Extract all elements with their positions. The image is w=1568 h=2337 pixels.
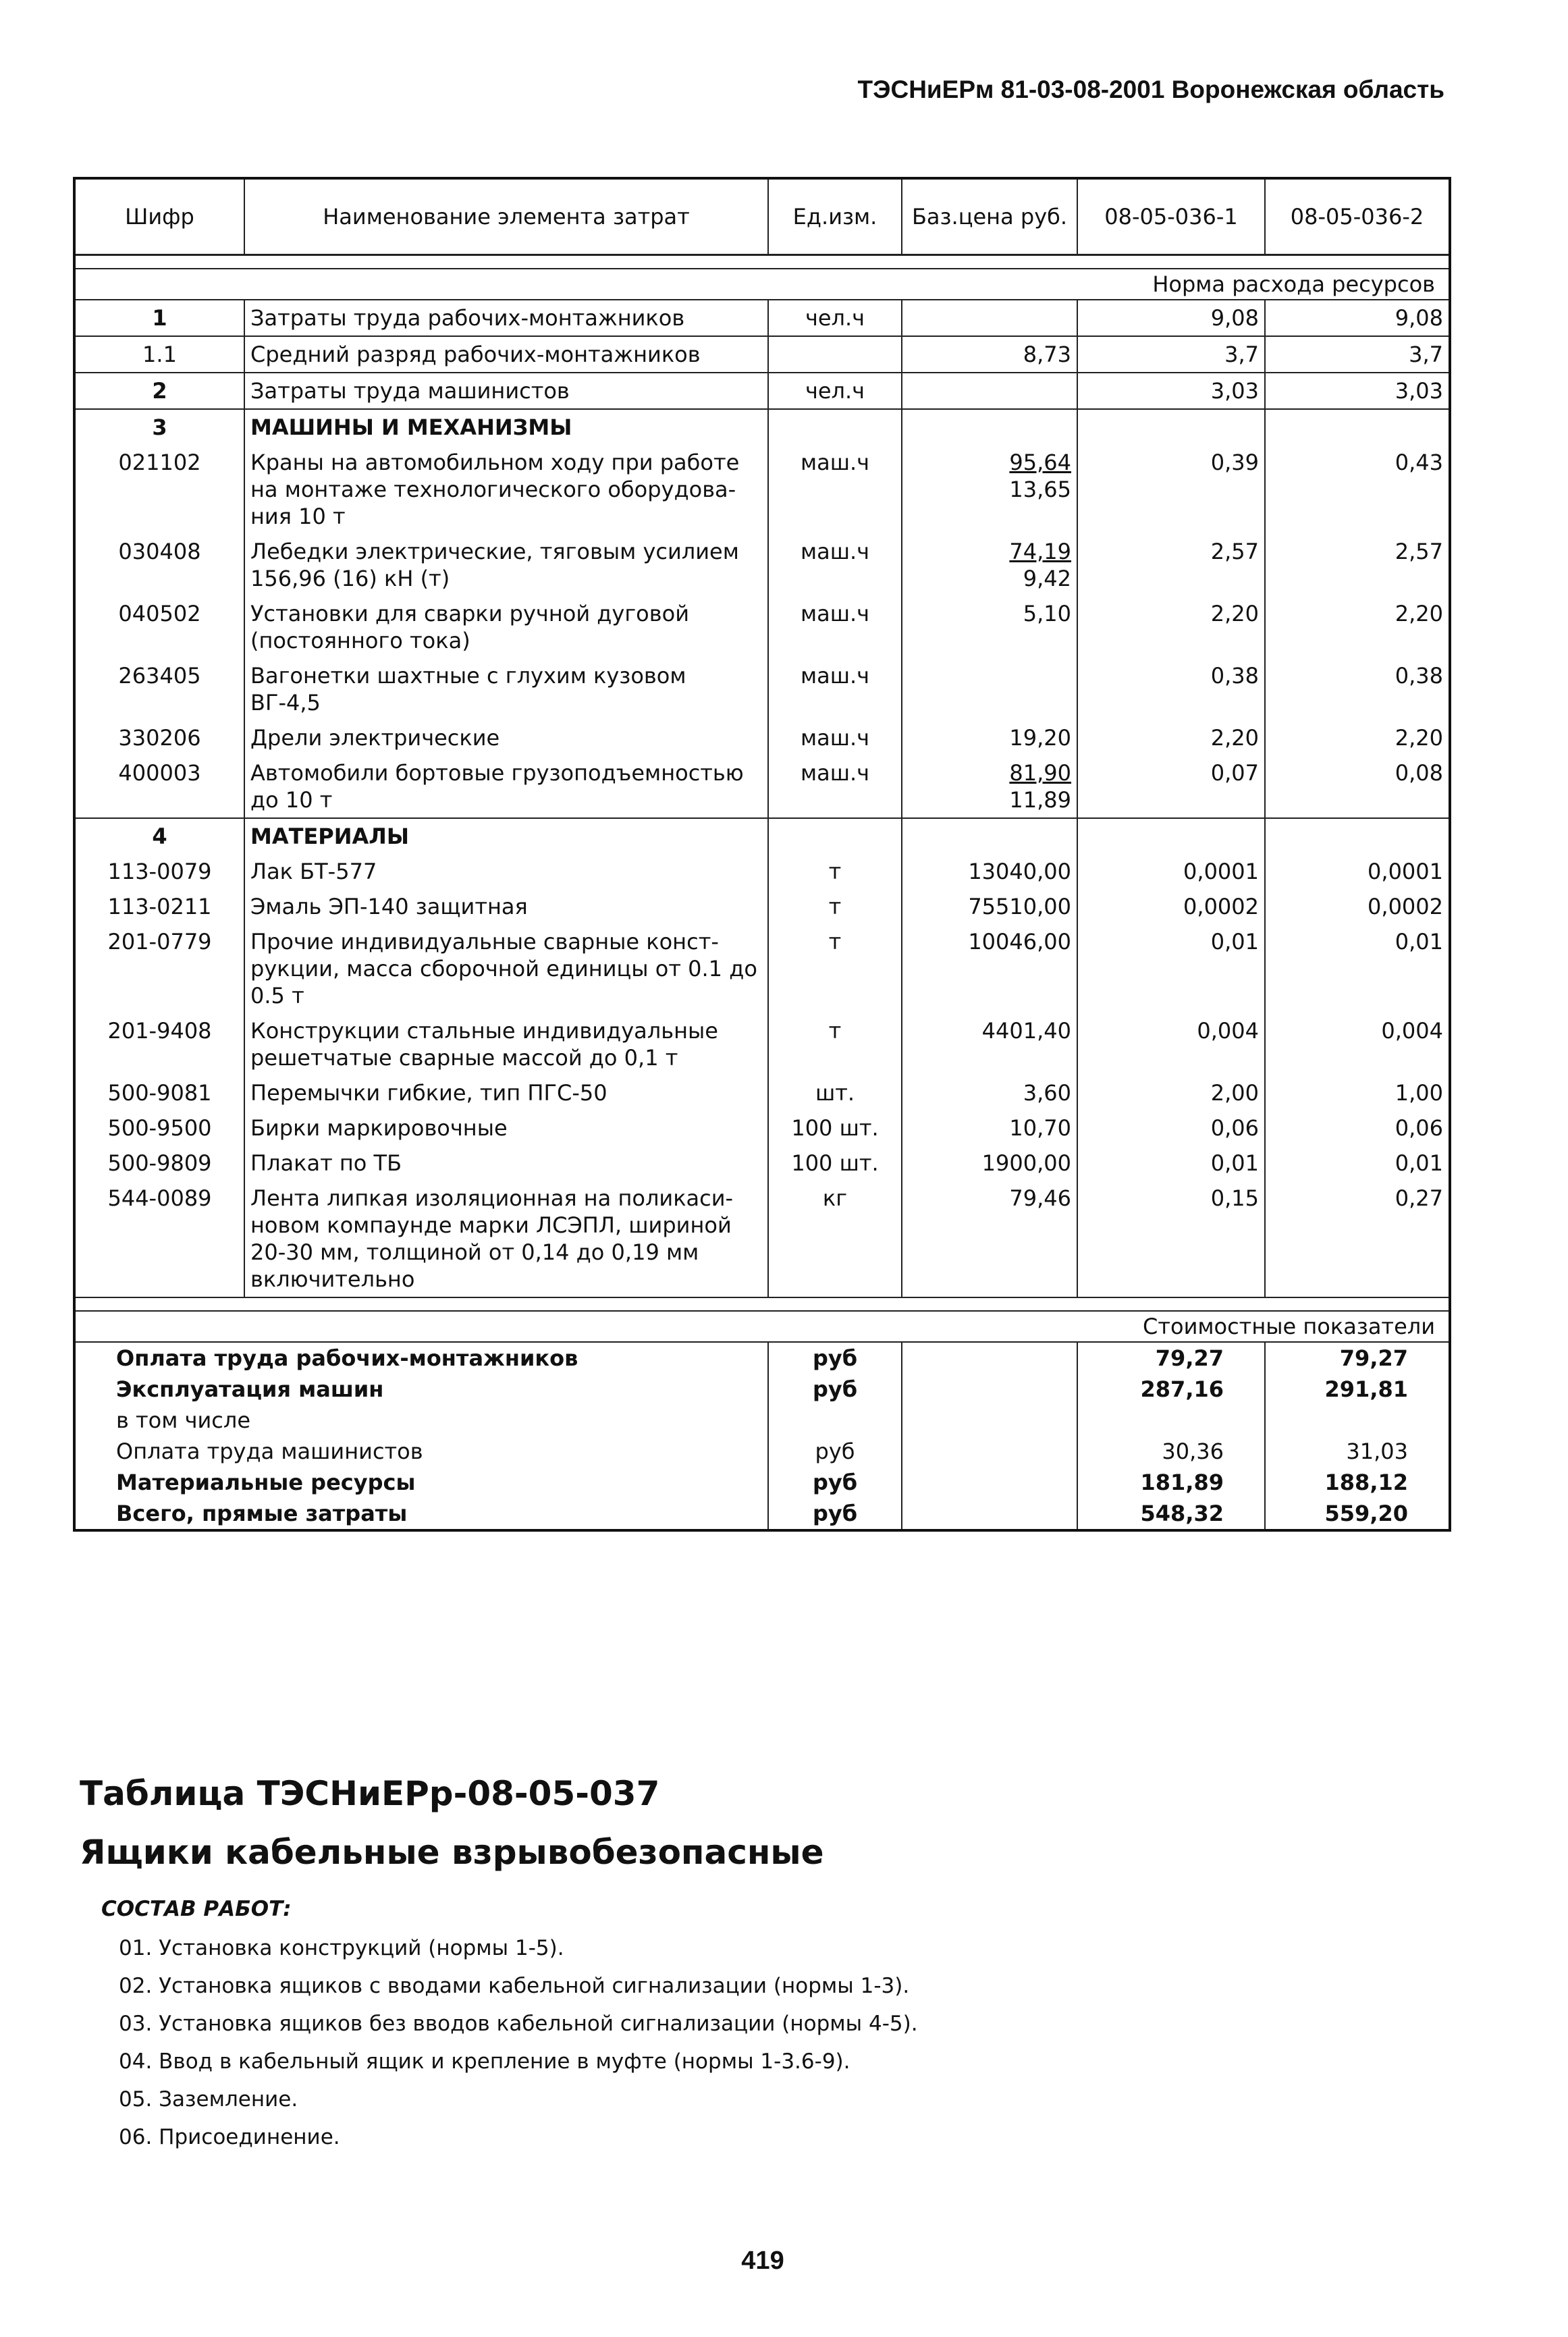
cost-value-2: 188,12: [1265, 1467, 1450, 1498]
cost-value-2: 559,20: [1265, 1498, 1450, 1530]
row-norm-2: 3,03: [1265, 373, 1450, 409]
row-norm-1: 0,01: [1077, 924, 1265, 1013]
cost-unit: руб: [768, 1374, 902, 1405]
row-unit: кг: [768, 1181, 902, 1297]
row-code: 201-0779: [74, 924, 244, 1013]
row-base-price: [902, 409, 1077, 445]
cost-value-1: 30,36: [1077, 1436, 1265, 1467]
row-unit: т: [768, 854, 902, 889]
row-base-price: [902, 1181, 1077, 1297]
cost-name: Всего, прямые затраты: [116, 1501, 408, 1526]
cost-value-2: 31,03: [1265, 1436, 1450, 1467]
base-price-value: 81,90: [1009, 760, 1071, 786]
row-name: Плакат по ТБ: [244, 1146, 768, 1181]
row-norm-1: 0,07: [1077, 755, 1265, 818]
cost-name: в том числе: [116, 1407, 250, 1433]
cost-unit: руб: [768, 1467, 902, 1498]
base-price-value: 5,10: [1023, 601, 1071, 626]
cost-row: [74, 1374, 1450, 1405]
section-row: [74, 818, 1450, 854]
machinist-wage-value: 9,42: [1023, 566, 1071, 591]
row-name: Краны на автомобильном ходу при работе на монтаже технологического оборудова-ния 10 т: [244, 445, 768, 534]
cost-name: Материальные ресурсы: [116, 1470, 416, 1495]
row-name: Затраты труда машинистов: [244, 373, 768, 409]
works-list-item: 02. Установка ящиков с вводами кабельной сигнализации (нормы 1-3).: [119, 1974, 910, 1998]
row-name: Автомобили бортовые грузоподъемностью до 10 т: [244, 755, 768, 818]
row-norm-2: 2,20: [1265, 596, 1450, 658]
cost-row: [74, 1498, 1450, 1530]
machinist-wage-value: 13,65: [1009, 477, 1071, 502]
row-code: 201-9408: [74, 1013, 244, 1075]
row-unit: чел.ч: [768, 373, 902, 409]
row-norm-2: 0,01: [1265, 1146, 1450, 1181]
table-row: [74, 1181, 1450, 1297]
row-base-price: [902, 445, 1077, 534]
column-header-unit: Ед.изм.: [768, 178, 902, 255]
row-base-price: [902, 1110, 1077, 1146]
row-norm-2: 0,004: [1265, 1013, 1450, 1075]
cost-value-1: [1077, 1405, 1265, 1436]
cost-unit: руб: [768, 1436, 902, 1467]
row-unit: [768, 336, 902, 373]
row-code: 1.1: [74, 336, 244, 373]
works-list: [119, 1929, 918, 2156]
running-header: ТЭСНиЕРм 81-03-08-2001 Воронежская область: [857, 76, 1444, 103]
works-list-item: 01. Установка конструкций (нормы 1-5).: [119, 1936, 564, 1960]
row-norm-1: 0,15: [1077, 1181, 1265, 1297]
column-header-base-price: Баз.цена руб.: [902, 178, 1077, 255]
row-name: Дрели электрические: [244, 720, 768, 755]
row-norm-1: 0,0002: [1077, 889, 1265, 924]
table-row: [74, 1075, 1450, 1110]
row-code: 500-9500: [74, 1110, 244, 1146]
row-name: Лак БТ-577: [244, 854, 768, 889]
row-unit: маш.ч: [768, 720, 902, 755]
row-base-price: [902, 818, 1077, 854]
row-unit: [768, 818, 902, 854]
row-norm-1: 9,08: [1077, 300, 1265, 336]
row-norm-2: 2,20: [1265, 720, 1450, 755]
norm-band-label: Норма расхода ресурсов: [74, 269, 1450, 300]
row-norm-2: 1,00: [1265, 1075, 1450, 1110]
row-norm-1: 0,39: [1077, 445, 1265, 534]
cost-empty: [902, 1374, 1077, 1405]
row-unit: т: [768, 924, 902, 1013]
cost-empty: [902, 1342, 1077, 1374]
row-name: МАТЕРИАЛЫ: [244, 818, 768, 854]
row-code: 1: [74, 300, 244, 336]
row-norm-1: 0,01: [1077, 1146, 1265, 1181]
row-unit: маш.ч: [768, 534, 902, 596]
row-norm-1: 2,00: [1077, 1075, 1265, 1110]
cost-value-1: 287,16: [1077, 1374, 1265, 1405]
row-norm-1: 2,57: [1077, 534, 1265, 596]
row-norm-1: [1077, 409, 1265, 445]
norm-band-row: [74, 269, 1450, 300]
cost-value-2: [1265, 1405, 1450, 1436]
base-price-value: 4401,40: [981, 1018, 1071, 1044]
table-row: [74, 1013, 1450, 1075]
page-number: 419: [741, 2247, 784, 2275]
column-header-name: Наименование элемента затрат: [244, 178, 768, 255]
spacer-row: [74, 255, 1450, 269]
row-name: Прочие индивидуальные сварные конст-рукции, масса сборочной единицы от 0.1 до 0.5 т: [244, 924, 768, 1013]
table-row: [74, 300, 1450, 336]
row-code: 040502: [74, 596, 244, 658]
row-code: 400003: [74, 755, 244, 818]
row-name: Эмаль ЭП-140 защитная: [244, 889, 768, 924]
next-table-title: Таблица ТЭСНиЕРр-08-05-037: [80, 1774, 660, 1813]
base-price-value: 10046,00: [968, 929, 1071, 955]
works-list-item: 04. Ввод в кабельный ящик и крепление в муфте (нормы 1-3.6-9).: [119, 2049, 850, 2074]
base-price-value: 95,64: [1009, 450, 1071, 475]
row-code: 113-0211: [74, 889, 244, 924]
row-base-price: [902, 720, 1077, 755]
row-code: 500-9081: [74, 1075, 244, 1110]
cost-band-row: [74, 1311, 1450, 1342]
row-name: Лента липкая изоляционная на поликаси-новом компаунде марки ЛСЭПЛ, шириной 20-30 мм, толщиной от 0,14 до 0,19 мм включительно: [244, 1181, 768, 1297]
row-base-price: [902, 300, 1077, 336]
row-name: Конструкции стальные индивидуальные решетчатые сварные массой до 0,1 т: [244, 1013, 768, 1075]
row-norm-2: 0,38: [1265, 658, 1450, 720]
row-norm-1: 0,004: [1077, 1013, 1265, 1075]
cost-band-label: Стоимостные показатели: [74, 1311, 1450, 1342]
cost-value-1: 548,32: [1077, 1498, 1265, 1530]
cost-unit: [768, 1405, 902, 1436]
row-norm-1: 0,06: [1077, 1110, 1265, 1146]
column-header-norm-2: 08-05-036-2: [1265, 178, 1450, 255]
base-price-value: 19,20: [1009, 725, 1071, 751]
row-norm-1: 3,03: [1077, 373, 1265, 409]
row-code: 263405: [74, 658, 244, 720]
row-norm-1: 3,7: [1077, 336, 1265, 373]
row-code: 3: [74, 409, 244, 445]
row-base-price: [902, 924, 1077, 1013]
row-unit: т: [768, 889, 902, 924]
row-unit: 100 шт.: [768, 1110, 902, 1146]
cost-row: [74, 1342, 1450, 1374]
row-code: 4: [74, 818, 244, 854]
row-base-price: [902, 889, 1077, 924]
row-norm-1: 2,20: [1077, 596, 1265, 658]
base-price-value: 79,46: [1009, 1185, 1071, 1211]
table-row: [74, 1110, 1450, 1146]
row-norm-2: [1265, 409, 1450, 445]
row-base-price: [902, 1075, 1077, 1110]
row-base-price: [902, 658, 1077, 720]
resource-norms-table: [73, 177, 1451, 1532]
row-norm-2: 0,43: [1265, 445, 1450, 534]
cost-empty: [902, 1436, 1077, 1467]
base-price-value: 74,19: [1009, 539, 1071, 564]
cost-row: [74, 1467, 1450, 1498]
row-code: 021102: [74, 445, 244, 534]
row-base-price: [902, 1146, 1077, 1181]
row-base-price: [902, 1013, 1077, 1075]
cost-value-2: 79,27: [1265, 1342, 1450, 1374]
row-unit: т: [768, 1013, 902, 1075]
row-code: 500-9809: [74, 1146, 244, 1181]
row-name: МАШИНЫ И МЕХАНИЗМЫ: [244, 409, 768, 445]
row-norm-1: [1077, 818, 1265, 854]
cost-name: Оплата труда рабочих-монтажников: [74, 1342, 768, 1374]
table-row: [74, 534, 1450, 596]
cost-value-1: 181,89: [1077, 1467, 1265, 1498]
table-row: [74, 658, 1450, 720]
table-row: [74, 336, 1450, 373]
row-norm-2: 3,7: [1265, 336, 1450, 373]
table-header-row: [74, 178, 1450, 255]
row-base-price: [902, 854, 1077, 889]
cost-name: Оплата труда машинистов: [116, 1439, 423, 1464]
row-unit: шт.: [768, 1075, 902, 1110]
works-list-item: 03. Установка ящиков без вводов кабельной сигнализации (нормы 4-5).: [119, 2012, 918, 2036]
row-name: Затраты труда рабочих-монтажников: [244, 300, 768, 336]
cost-row: [74, 1405, 1450, 1436]
row-base-price: [902, 336, 1077, 373]
row-unit: маш.ч: [768, 445, 902, 534]
table-row: [74, 854, 1450, 889]
row-norm-2: 0,0001: [1265, 854, 1450, 889]
section-row: [74, 409, 1450, 445]
row-norm-1: 0,38: [1077, 658, 1265, 720]
column-header-code: Шифр: [74, 178, 244, 255]
cost-value-2: 291,81: [1265, 1374, 1450, 1405]
row-base-price: [902, 755, 1077, 818]
row-name: Установки для сварки ручной дуговой (постоянного тока): [244, 596, 768, 658]
row-norm-2: 9,08: [1265, 300, 1450, 336]
cost-unit: руб: [768, 1498, 902, 1530]
row-norm-1: 0,0001: [1077, 854, 1265, 889]
next-table-subtitle: Ящики кабельные взрывобезопасные: [80, 1833, 824, 1872]
row-norm-2: 0,0002: [1265, 889, 1450, 924]
row-code: 030408: [74, 534, 244, 596]
works-list-item: 05. Заземление.: [119, 2087, 298, 2112]
row-norm-2: 2,57: [1265, 534, 1450, 596]
row-unit: маш.ч: [768, 596, 902, 658]
base-price-value: 10,70: [1009, 1115, 1071, 1141]
row-name: Средний разряд рабочих-монтажников: [244, 336, 768, 373]
base-price-value: 75510,00: [968, 894, 1071, 919]
row-norm-1: 2,20: [1077, 720, 1265, 755]
row-unit: 100 шт.: [768, 1146, 902, 1181]
cost-value-1: 79,27: [1077, 1342, 1265, 1374]
row-base-price: [902, 534, 1077, 596]
cost-empty: [902, 1467, 1077, 1498]
table-row: [74, 889, 1450, 924]
row-unit: маш.ч: [768, 658, 902, 720]
cost-empty: [902, 1405, 1077, 1436]
table-row: [74, 596, 1450, 658]
row-norm-2: 0,01: [1265, 924, 1450, 1013]
base-price-value: 3,60: [1023, 1080, 1071, 1106]
cost-name: Эксплуатация машин: [116, 1376, 384, 1402]
row-code: 2: [74, 373, 244, 409]
row-unit: маш.ч: [768, 755, 902, 818]
row-name: Бирки маркировочные: [244, 1110, 768, 1146]
cost-row: [74, 1436, 1450, 1467]
cost-empty: [902, 1498, 1077, 1530]
row-code: 330206: [74, 720, 244, 755]
base-price-value: 13040,00: [968, 859, 1071, 884]
row-norm-2: 0,27: [1265, 1181, 1450, 1297]
row-unit: чел.ч: [768, 300, 902, 336]
row-unit: [768, 409, 902, 445]
base-price-value: 8,73: [1023, 342, 1071, 367]
table-row: [74, 720, 1450, 755]
row-base-price: [902, 373, 1077, 409]
base-price-value: 1900,00: [981, 1150, 1071, 1176]
row-code: 544-0089: [74, 1181, 244, 1297]
row-name: Лебедки электрические, тяговым усилием 156,96 (16) кН (т): [244, 534, 768, 596]
table-row: [74, 1146, 1450, 1181]
table-row: [74, 755, 1450, 818]
cost-unit: руб: [768, 1342, 902, 1374]
table-row: [74, 373, 1450, 409]
row-name: Вагонетки шахтные с глухим кузовом ВГ-4,5: [244, 658, 768, 720]
spacer-row: [74, 1297, 1450, 1311]
row-norm-2: 0,08: [1265, 755, 1450, 818]
row-norm-2: 0,06: [1265, 1110, 1450, 1146]
table-row: [74, 445, 1450, 534]
machinist-wage-value: 11,89: [1009, 787, 1071, 813]
works-list-item: 06. Присоединение.: [119, 2125, 340, 2149]
column-header-norm-1: 08-05-036-1: [1077, 178, 1265, 255]
row-code: 113-0079: [74, 854, 244, 889]
row-name: Перемычки гибкие, тип ПГС-50: [244, 1075, 768, 1110]
row-norm-2: [1265, 818, 1450, 854]
table-row: [74, 924, 1450, 1013]
works-heading: СОСТАВ РАБОТ:: [101, 1897, 292, 1921]
row-base-price: [902, 596, 1077, 658]
